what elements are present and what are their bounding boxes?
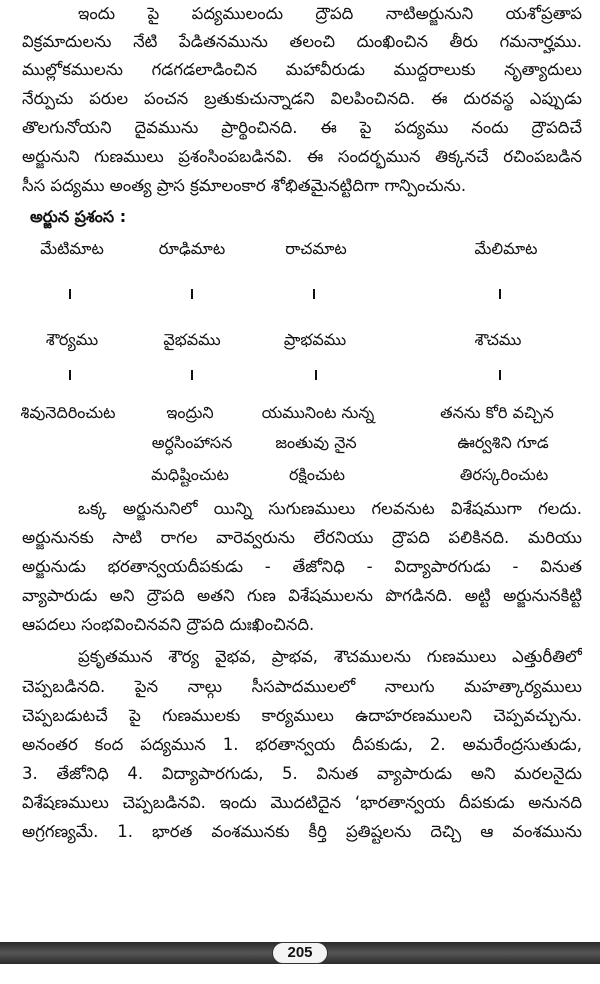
paragraph-3-line: 3. తేజోనిధి 4. విద్యాపారగుడు, 5. వినుత వ్యాపారుడు అని మరలనైదు [22, 764, 582, 783]
scheme-cell: ఇంద్రుని [166, 403, 214, 422]
paragraph-3-line: విశేషణములు చెప్పబడినవి. ఇందు మొదటిదైన ‘భారతాన్వయ దీపకుడు అనునది [22, 793, 582, 812]
paragraph-2-line: ఒక్క అర్జునునిలో యిన్ని సుగుణములు గలవనుట విశేషముగా గలదు. [78, 499, 582, 518]
paragraph-3-line: చెప్పబడుటచే పై గుణములకు కార్యములు ఉదాహరణములని చెప్పవచ్చును. [22, 706, 582, 725]
connector-tick [499, 289, 501, 299]
scheme-row-3 [0, 400, 600, 426]
paragraph-2-line: వ్యాపారుడు అని ద్రౌపది అతని గుణ విశేషములను పొగడినది. అట్టి అర్జునునకిట్టి [22, 586, 582, 605]
connector-tick [69, 289, 71, 299]
paragraph-3-line: అనంతర కంద పద్యమున 1. భరతాన్వయ దీపకుడు, 2. అమరేంద్రసుతుడు, [22, 735, 582, 754]
paragraph-1-line: ముల్లోకములను గడగడలాడించిన మహావీరుడు ముద్దరాలుకు నృత్యాదులు [22, 60, 582, 79]
scheme-cell: తనను కోరి వచ్చిన [440, 403, 554, 422]
scheme-cell: యమునింట నున్న [261, 403, 375, 422]
connector-tick [313, 289, 315, 299]
section-heading: అర్జున ప్రశంస : [30, 207, 127, 226]
scheme-cell: తిరస్కరించుట [459, 465, 549, 484]
scheme-cell: మేలిమాట [474, 239, 538, 258]
page-number: 205 [272, 942, 328, 964]
scheme-row-1 [0, 236, 600, 262]
paragraph-3-line: అగ్రగణ్యమే. 1. భారత వంశమునకు కీర్తి ప్రతిష్టలను దెచ్చి ఆ వంశమును [22, 822, 582, 841]
paragraph-2-line: అర్జునునకు సాటి రాగల వారెవ్వరును లేరనియు ద్రౌపది పలికినది. మరియు [22, 528, 582, 547]
paragraph-1-line: నేర్పుచు పరుల పంచన బ్రతుకుచున్నాడని విలపించినది. ఈ దురవస్థ ఎప్పుడు [22, 89, 582, 108]
scheme-cell: మేటిమాట [40, 239, 104, 258]
scheme-cell: రక్షించుట [288, 465, 346, 484]
connector-tick [69, 370, 71, 380]
scheme-cell: జంతువు నైన [275, 433, 357, 452]
scheme-cell: ప్రాభవము [283, 330, 347, 349]
scheme-cell: రాచమాట [285, 239, 347, 258]
scheme-cell: ఊర్వశిని గూడ [457, 433, 549, 452]
paragraph-2-line: ఆపదలు సంభవించినవని ద్రౌపది దుఃఖించినది. [22, 615, 315, 634]
paragraph-3-line: చెప్పబడినది. పైన నాల్గు సీసపాదములలో నాలుగు మహత్కార్యములు [22, 677, 582, 696]
paragraph-2-line: అర్జునుడు భరతాన్వయదీపకుడు - తేజోనిధి - విద్యాపారగుడు - వినుత [22, 557, 582, 576]
connector-tick [315, 370, 317, 380]
scheme-cell: రూఢిమాట [158, 239, 226, 258]
connector-tick [499, 370, 501, 380]
scheme-row-5 [0, 462, 600, 488]
paragraph-1-line: తొలగునోయని దైవమును ప్రార్థించినది. ఈ పై పద్యము నందు ద్రౌపదిచే [22, 118, 582, 137]
paragraph-1-line: ఇందు పై పద్యములందు ద్రౌపది నాటిఅర్జునుని యశోప్రతాప [78, 4, 582, 23]
paragraph-3-line: ప్రకృతమున శౌర్య వైభవ, ప్రాభవ, శౌచములను గుణములు ఎత్తురీతిలో [78, 647, 582, 666]
paragraph-1-line: సీస పద్యము అంత్య ప్రాస క్రమాలంకార శోభితమైనట్టిదిగా గాన్పించును. [22, 176, 467, 195]
scheme-row-2 [0, 327, 600, 353]
scheme-cell: వైభవము [163, 330, 221, 349]
connector-tick [191, 370, 193, 380]
scheme-row-4 [0, 430, 600, 456]
scheme-cell: శౌచము [474, 330, 522, 349]
scheme-cell: అర్ధసింహాసన [151, 433, 233, 452]
paragraph-1-line: విక్రమాదులను నేటి పేడితనమును తలంచి దుంఖించిన తీరు గమనార్హము. [22, 32, 582, 51]
connector-tick [191, 289, 193, 299]
scheme-cell: శివునెదిరించుట [20, 403, 116, 422]
scheme-cell: శౌర్యము [45, 330, 99, 349]
scheme-cell: మధిష్టించుట [151, 465, 229, 484]
paragraph-1-line: అర్జునుని గుణములు ప్రశంసింపబడినవి. ఈ సందర్భమున తిక్కనచే రచింపబడిన [22, 147, 582, 166]
